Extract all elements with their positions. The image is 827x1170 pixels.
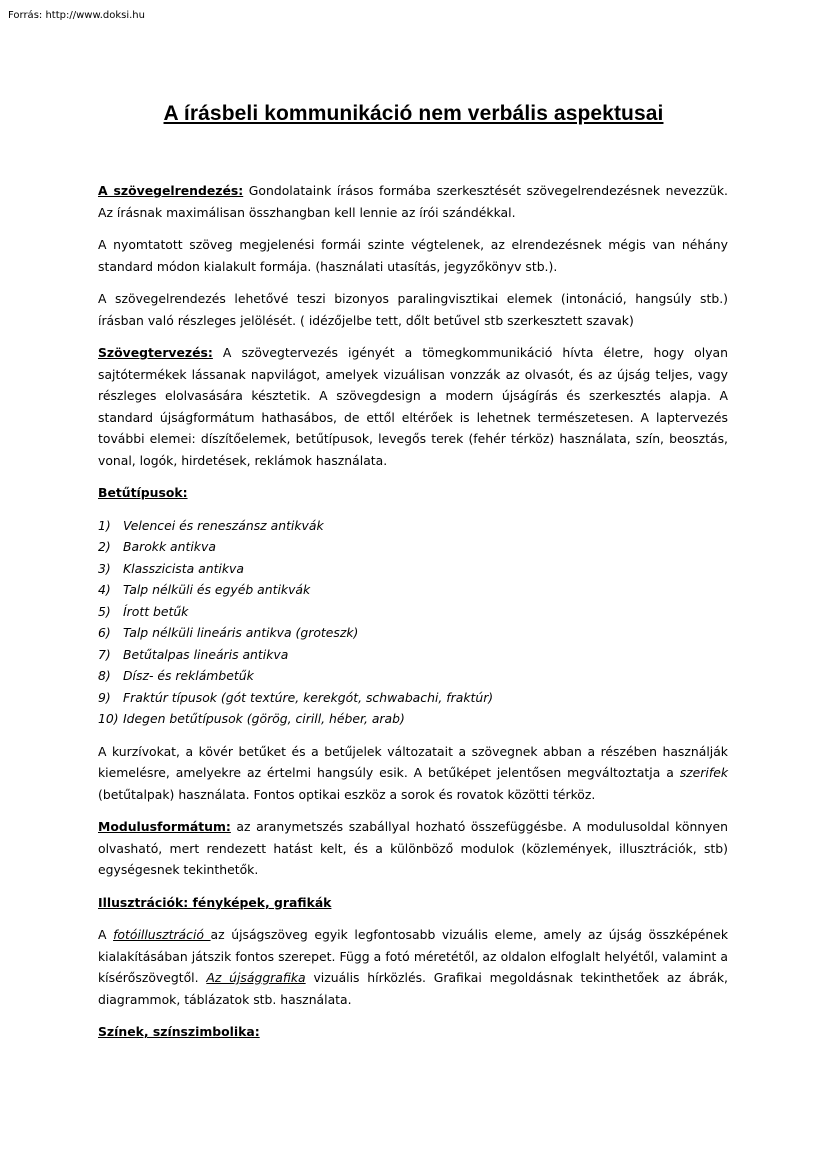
newspaper-graphics-term: Az újsággrafika [206, 970, 306, 985]
list-text: Talp nélküli és egyéb antikvák [123, 582, 311, 597]
text-layout-body: Gondolataink írásos formába szerkesztését szövegelrendezésnek nevezzük. Az írásnak maximálisan összhangban kell lennie az írói szándékkal. [98, 183, 728, 220]
font-types-list [98, 515, 728, 730]
heading-modulus-format: Modulusformátum: [98, 819, 231, 834]
list-item [98, 515, 728, 537]
heading-fonts-paragraph [98, 482, 728, 504]
heading-illustrations: Illusztrációk: fényképek, grafikák [98, 894, 332, 910]
serif-term: szerifek [679, 765, 728, 780]
paragraph-italics-emphasis [98, 741, 728, 806]
list-item [98, 644, 728, 666]
list-number: 9) [98, 689, 111, 705]
list-text: Betűtalpas lineáris antikva [123, 646, 289, 662]
paragraph-print-forms: A nyomtatott szöveg megjelenési formái szinte végtelenek, az elrendezésnek mégis van néhány standard módon kialakult formája. (használati utasítás, jegyzőkönyv stb.). [98, 237, 728, 274]
list-item [98, 536, 728, 558]
list-item [98, 622, 728, 644]
list-item [98, 601, 728, 623]
list-item [98, 665, 728, 687]
list-number: 8) [98, 668, 111, 683]
paragraph-text-layout [98, 180, 728, 223]
text-design-body: A szövegtervezés igényét a tömegkommunikáció hívta életre, hogy olyan sajtótermékek lássanak napvilágot, amelyek vizuálisan vonzzák az olvasót, és az újság teljes, vagy részleges elolvasására késztetik. A szövegdesign a modern újságírás és szerkesztés alapja. A standard újságformátum hathasábos, de ettől eltérőek is lehetnek természetesen. A laptervezés további elemei: díszítőelemek, betűtípusok, levegős terek (fehér térköz) használata, szín, beosztás, vonal, logók, hirdetések, reklámok használata. [98, 345, 728, 468]
list-number: 6) [98, 625, 111, 640]
paragraph-text-design [98, 342, 728, 471]
heading-colors: Színek, színszimbolika: [98, 1024, 260, 1039]
document-body [98, 180, 728, 1054]
heading-text-design: Szövegtervezés: [98, 345, 213, 360]
paragraph-paralinguistic: A szövegelrendezés lehetővé teszi bizonyos paralingvisztikai elemek (intonáció, hangsúly stb.) írásban való részleges jelölését. ( idézőjelbe tett, dőlt betűvel stb szerkesztett szavak) [98, 291, 728, 328]
photo-illustration-term: fotóillusztráció [113, 927, 211, 942]
list-number: 1) [98, 517, 111, 533]
modulus-format-body: az aranymetszés szabállyal hozható összefüggésbe. A modulusoldal könnyen olvasható, mert rendezett hatást kelt, és a különböző modulok (közlemények, illusztrációk, stb) egységesnek tekinthetők. [98, 819, 728, 877]
italics-text-a: A kurzívokat, a kövér betűket és a betűjelek változatait a szövegnek abban a részében használják kiemelésre, amelyekre az értelmi hangsúly esik. A betűképet jelentősen megváltoztatja a [98, 743, 728, 780]
heading-colors-paragraph [98, 1021, 728, 1043]
list-text: Barokk antikva [123, 539, 216, 554]
list-text: Velencei és reneszánsz antikvák [123, 517, 324, 533]
list-item [98, 687, 728, 709]
list-text: Talp nélküli lineáris antikva (groteszk) [123, 625, 359, 640]
paragraph-modulus-format [98, 816, 728, 881]
list-text: Idegen betűtípusok (görög, cirill, héber, arab) [123, 711, 405, 726]
list-text: Írott betűk [123, 603, 189, 619]
list-text: Klasszicista antikva [123, 560, 244, 576]
photo-text-a: A [98, 927, 114, 942]
list-number: 4) [98, 582, 111, 597]
heading-fonts: Betűtípusok: [98, 485, 188, 500]
source-note: Forrás: http://www.doksi.hu [8, 10, 145, 21]
list-number: 3) [98, 560, 111, 576]
list-number: 10) [98, 711, 119, 726]
list-item [98, 558, 728, 580]
heading-text-layout: A szövegelrendezés: [98, 183, 244, 198]
list-text: Fraktúr típusok (gót textúre, kerekgót, schwabachi, fraktúr) [123, 689, 494, 705]
list-number: 2) [98, 539, 111, 554]
photo-text-c: vizuális hírközlés. Grafikai megoldásnak tekinthetőek az ábrák, diagrammok, táblázatok stb. használata. [98, 970, 728, 1007]
italics-text-b: (betűtalpak) használata. Fontos optikai eszköz a sorok és rovatok közötti térköz. [98, 786, 596, 802]
list-number: 7) [98, 646, 111, 662]
heading-illustrations-paragraph [98, 892, 728, 914]
photo-text-b: az újságszöveg egyik legfontosabb vizuális eleme, amely az újság összképének kialakításában játszik fontos szerepet. Függ a fotó méretétől, az oldalon elfoglalt helyétől, valamint a kísérőszövegtől. [98, 927, 729, 985]
list-number: 5) [98, 603, 111, 619]
paragraph-photo-illustration [98, 924, 728, 1010]
list-item [98, 579, 728, 601]
page-title: A írásbeli kommunikáció nem verbális aspektusai [163, 102, 664, 125]
list-item [98, 708, 728, 730]
list-text: Dísz- és reklámbetűk [123, 668, 254, 683]
